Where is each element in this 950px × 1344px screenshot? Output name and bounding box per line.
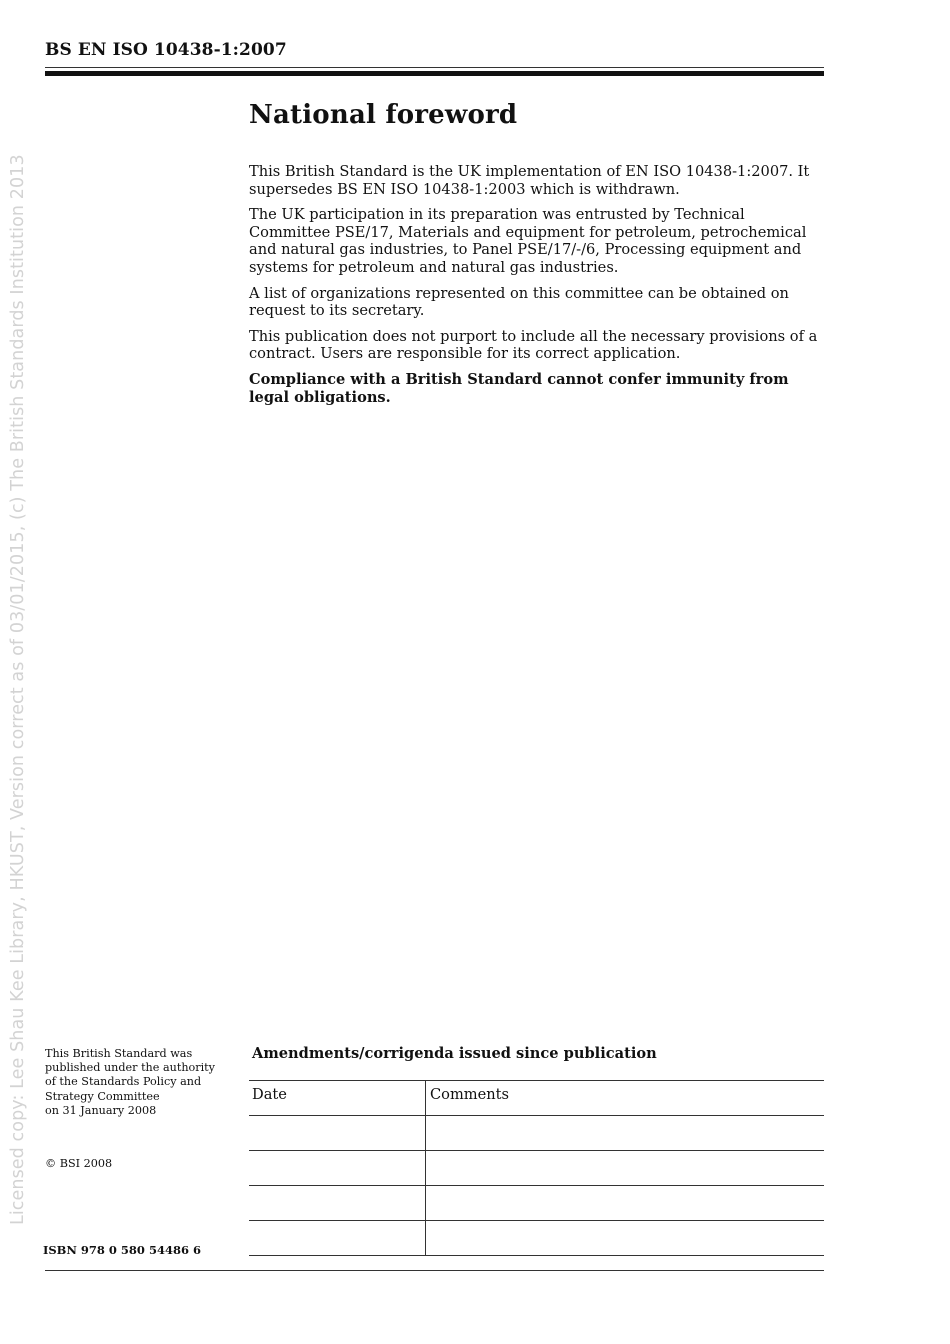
document-code: BS EN ISO 10438-1:2007 (45, 40, 287, 60)
paragraph-participation: The UK participation in its preparation was entrusted by Technical Committee PSE/17, Materials and equipment for petroleum, petrochemical and natural gas industries, to Panel PSE/17/-/6, Processing equipment and systems for petroleum and natural gas industries. (249, 206, 807, 276)
column-header-date: Date (249, 1081, 426, 1116)
footer-rule (45, 1270, 824, 1271)
foreword-body (249, 163, 829, 414)
publication-line: This British Standard was (45, 1047, 193, 1060)
paragraph-implementation: This British Standard is the UK implementation of EN ISO 10438-1:2007. It supersedes BS EN ISO 10438-1:2003 which is withdrawn. (249, 163, 810, 198)
publication-info (45, 1047, 235, 1118)
table-row (249, 1221, 824, 1256)
table-cell-date (249, 1116, 426, 1151)
table-cell-date (249, 1151, 426, 1186)
publication-line: of the Standards Policy and (45, 1075, 202, 1089)
license-watermark: Licensed copy: Lee Shau Kee Library, HKUST, Version correct as of 03/01/2015, (c) The British Standards Institution 2013 (8, 154, 28, 1225)
page-title: National foreword (249, 100, 518, 130)
table-cell-date (249, 1221, 426, 1256)
table-row (249, 1151, 824, 1186)
table-row (249, 1116, 824, 1151)
copyright-notice: © BSI 2008 (45, 1157, 113, 1170)
publication-line: on 31 January 2008 (45, 1103, 157, 1117)
isbn: ISBN 978 0 580 54486 6 (43, 1243, 201, 1257)
table-row (249, 1186, 824, 1221)
paragraph-committee-list: A list of organizations represented on this committee can be obtained on request to its secretary. (249, 284, 789, 320)
paragraph-provisions: This publication does not purport to include all the necessary provisions of a contract. Users are responsible for its correct application. (249, 327, 818, 363)
table-cell-comments (426, 1221, 825, 1256)
table-cell-date (249, 1186, 426, 1221)
column-header-comments: Comments (426, 1081, 825, 1116)
table-cell-comments (426, 1186, 825, 1221)
table-header-row (249, 1081, 824, 1116)
amendments-title: Amendments/corrigenda issued since publication (252, 1045, 657, 1062)
table-cell-comments (426, 1116, 825, 1151)
table-cell-comments (426, 1151, 825, 1186)
publication-line: published under the authority (45, 1061, 215, 1075)
amendments-table (249, 1080, 824, 1256)
publication-line: Strategy Committee (45, 1089, 160, 1103)
header-thick-rule (45, 71, 824, 76)
compliance-statement: Compliance with a British Standard cannot confer immunity from legal obligations. (249, 370, 789, 406)
header-thin-rule (45, 67, 824, 68)
